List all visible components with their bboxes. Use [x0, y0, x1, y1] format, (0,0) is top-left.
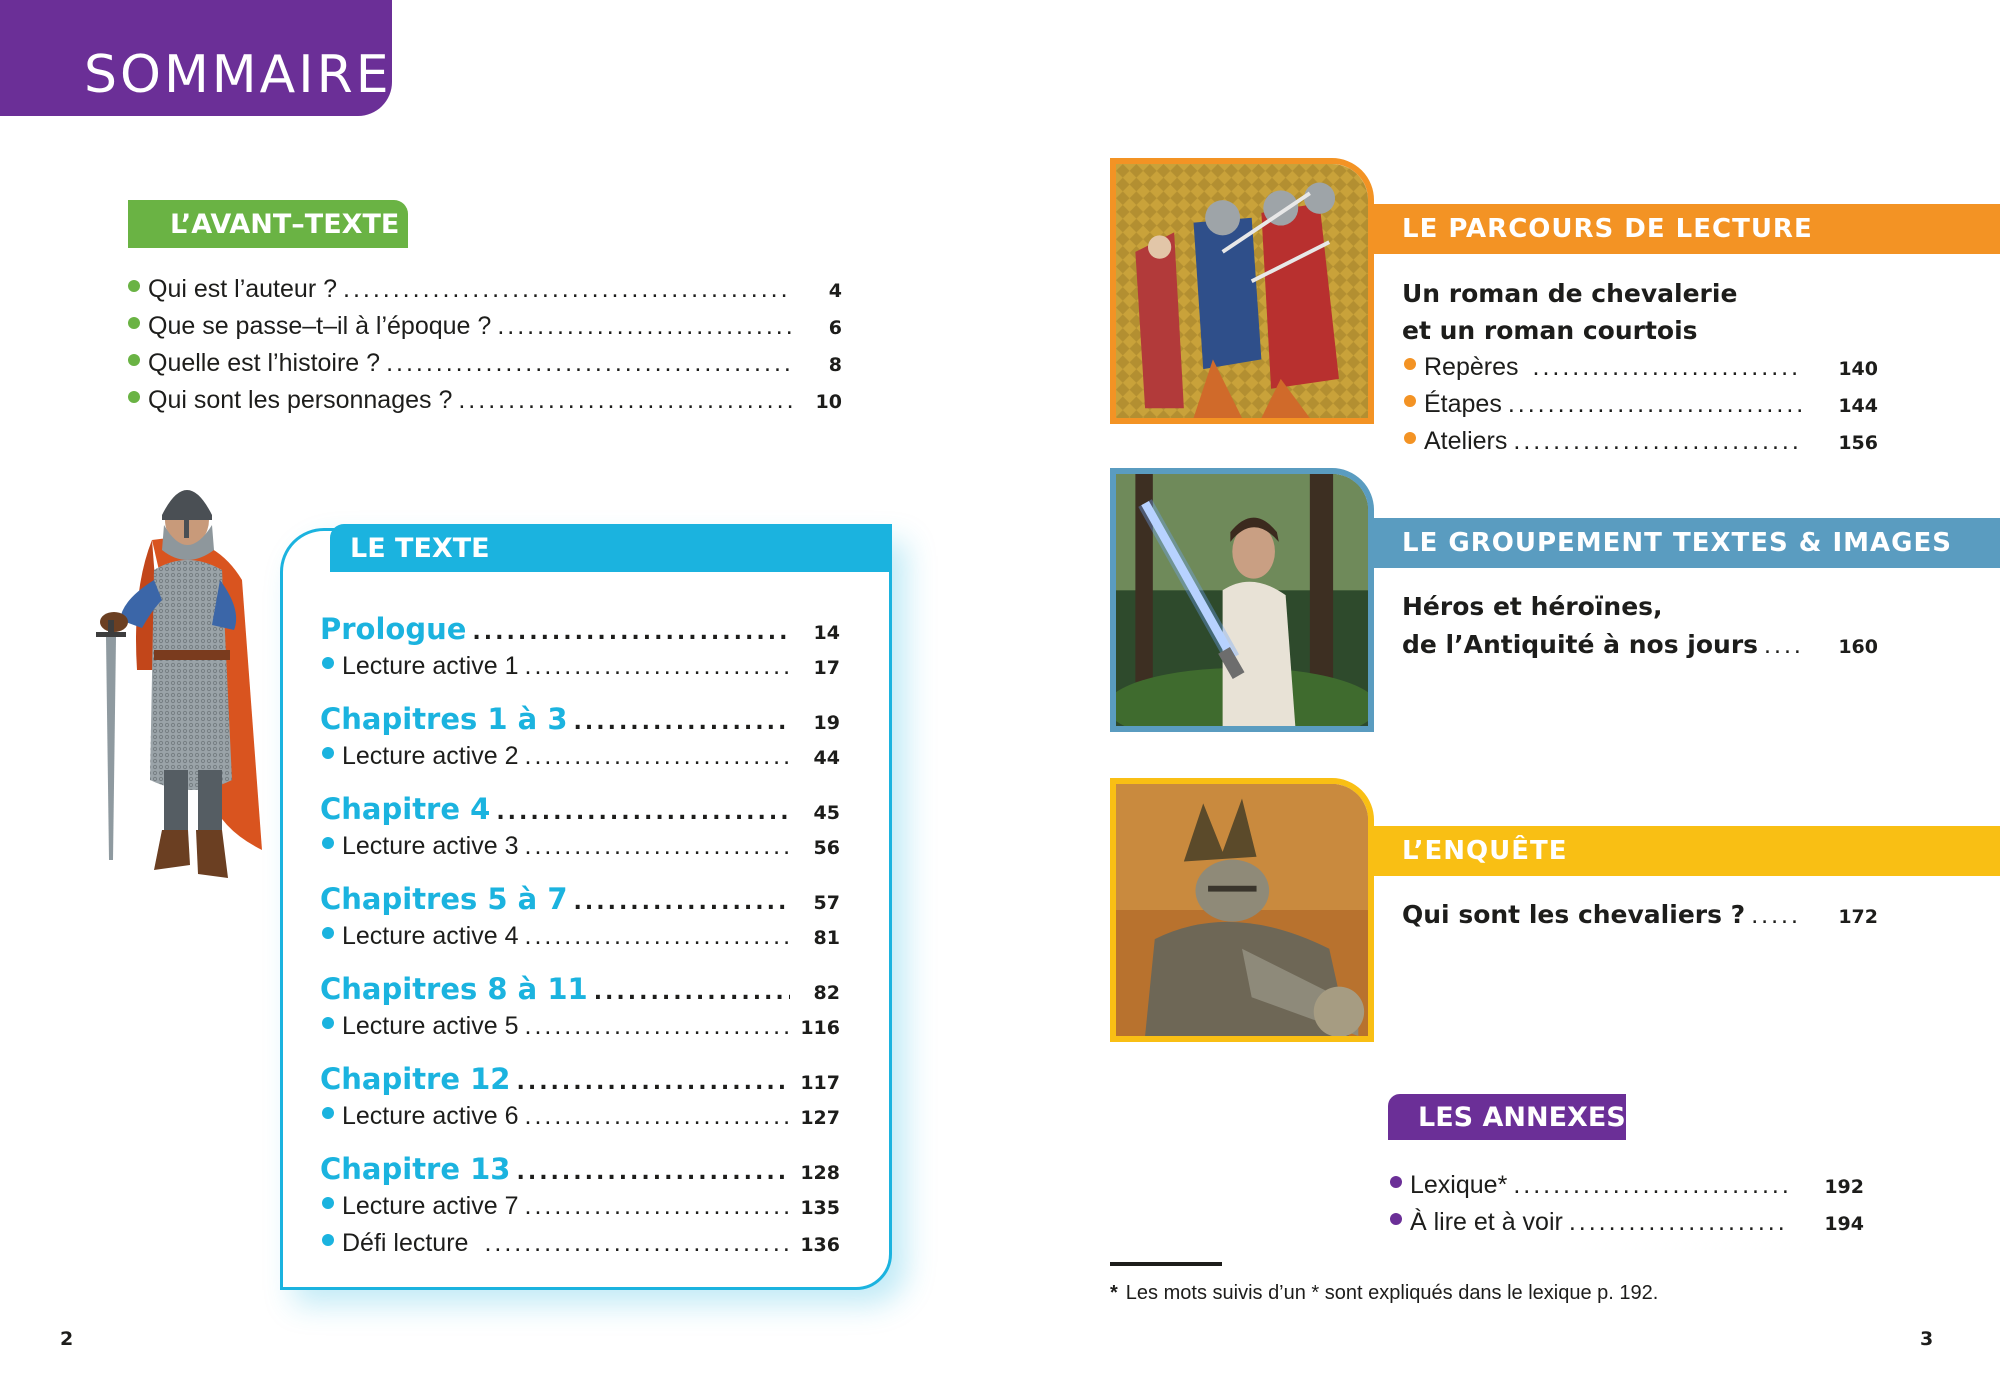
parcours-heading-line1: Un roman de chevalerie: [1402, 279, 1738, 308]
armored-knight-image: [1110, 778, 1374, 1042]
bullet-icon: [128, 317, 140, 329]
leader-dots: [574, 890, 790, 915]
leader-dots: [516, 1160, 790, 1185]
groupement-band: [1374, 518, 2000, 568]
enquete-band: [1374, 826, 2000, 876]
toc-item[interactable]: Quelle est l’histoire ? ..... 8: [128, 349, 842, 378]
bullet-icon: [322, 1234, 334, 1246]
bullet-icon: [322, 747, 334, 759]
bullet-icon: [1390, 1176, 1402, 1188]
chapter-entry[interactable]: Chapitres 8 à 11 ..... 82: [320, 972, 840, 1006]
footnote-rule: [1110, 1262, 1222, 1266]
parcours-heading-line2: et un roman courtois: [1402, 316, 1698, 345]
leader-dots: [1513, 427, 1802, 456]
parcours-item[interactable]: Ateliers ..... 156: [1404, 427, 1878, 456]
bullet-icon: [1390, 1213, 1402, 1225]
groupement-title: LE GROUPEMENT TEXTES & IMAGES: [1402, 528, 1952, 558]
bullet-icon: [128, 280, 140, 292]
leader-dots: [525, 652, 791, 681]
leader-dots: [496, 800, 790, 825]
bullet-icon: [322, 657, 334, 669]
chapter-entry[interactable]: Chapitre 4 ..... 45: [320, 792, 840, 826]
le-texte-title: LE TEXTE: [350, 533, 490, 564]
chapter-entry[interactable]: Chapitres 5 à 7 ..... 57: [320, 882, 840, 916]
annexes-item[interactable]: À lire et à voir ..... 194: [1390, 1208, 1864, 1237]
leader-dots: [343, 275, 792, 304]
sub-entry[interactable]: Lecture active 4 ..... 81: [322, 922, 840, 951]
bullet-icon: [1404, 395, 1416, 407]
annexes-title: LES ANNEXES: [1418, 1102, 1626, 1133]
heroine-lightsaber-image: [1110, 468, 1374, 732]
sub-entry[interactable]: Défi lecture ..... 136: [322, 1229, 840, 1258]
page-number-left: 2: [60, 1328, 74, 1350]
bullet-icon: [1404, 358, 1416, 370]
sub-entry[interactable]: Lecture active 2 ..... 44: [322, 742, 840, 771]
le-texte-tag: [330, 524, 892, 572]
bullet-icon: [322, 927, 334, 939]
bullet-icon: [322, 1197, 334, 1209]
leader-dots: [525, 1102, 791, 1131]
annexes-tag: [1388, 1094, 1626, 1140]
parcours-title: LE PARCOURS DE LECTURE: [1402, 214, 1813, 244]
chapter-entry[interactable]: Chapitre 12 ..... 117: [320, 1062, 840, 1096]
knight-illustration: [92, 470, 272, 890]
leader-dots: [1513, 1171, 1788, 1200]
bullet-icon: [322, 1107, 334, 1119]
leader-dots: [497, 312, 792, 341]
enquete-title: L’ENQUÊTE: [1402, 836, 1568, 866]
chapter-entry[interactable]: Chapitre 13 ..... 128: [320, 1152, 840, 1186]
parcours-item[interactable]: Repères ..... 140: [1404, 353, 1878, 382]
bullet-icon: [322, 1017, 334, 1029]
sub-entry[interactable]: Lecture active 1 ..... 17: [322, 652, 840, 681]
page-number-right: 3: [1920, 1328, 1934, 1350]
footnote-text: Les mots suivis d’un * sont expliqués dans le lexique p. 192.: [1125, 1282, 1659, 1304]
leader-dots: [516, 1070, 790, 1095]
leader-dots: [472, 620, 790, 645]
sub-entry[interactable]: Lecture active 7 ..... 135: [322, 1192, 840, 1221]
leader-dots: [1508, 390, 1802, 419]
bullet-icon: [1404, 432, 1416, 444]
groupement-entry[interactable]: de l’Antiquité à nos jours ..... 160: [1402, 630, 1878, 660]
avant-texte-title: L’AVANT–TEXTE: [170, 209, 400, 240]
leader-dots: [1533, 353, 1803, 382]
chapter-entry[interactable]: Prologue ..... 14: [320, 612, 840, 646]
sub-entry[interactable]: Lecture active 5 ..... 116: [322, 1012, 840, 1041]
groupement-line1: Héros et héroïnes,: [1402, 592, 1663, 621]
toc-item[interactable]: Qui est l’auteur ? ..... 4: [128, 275, 842, 304]
leader-dots: [525, 1192, 791, 1221]
toc-item[interactable]: Que se passe–t–il à l’époque ? ..... 6: [128, 312, 842, 341]
leader-dots: [525, 922, 791, 951]
leader-dots: [594, 980, 790, 1005]
bullet-icon: [322, 837, 334, 849]
leader-dots: [525, 832, 791, 861]
leader-dots: [1764, 631, 1802, 660]
medieval-battle-image: [1110, 158, 1374, 424]
sub-entry[interactable]: Lecture active 3 ..... 56: [322, 832, 840, 861]
bullet-icon: [128, 354, 140, 366]
parcours-item[interactable]: Étapes ..... 144: [1404, 390, 1878, 419]
sommaire-banner: [0, 0, 392, 116]
leader-dots: [458, 386, 792, 415]
page-title: SOMMAIRE: [84, 45, 392, 105]
enquete-entry[interactable]: Qui sont les chevaliers ? ..... 172: [1402, 900, 1878, 930]
avant-texte-tag: [128, 200, 408, 248]
leader-dots: [1569, 1208, 1788, 1237]
footnote-mark: *: [1110, 1282, 1118, 1304]
leader-dots: [574, 710, 790, 735]
footnote: [1110, 1282, 1658, 1305]
leader-dots: [386, 349, 792, 378]
annexes-item[interactable]: Lexique* ..... 192: [1390, 1171, 1864, 1200]
bullet-icon: [128, 391, 140, 403]
chapter-entry[interactable]: Chapitres 1 à 3 ..... 19: [320, 702, 840, 736]
sub-entry[interactable]: Lecture active 6 ..... 127: [322, 1102, 840, 1131]
leader-dots: [484, 1229, 790, 1258]
toc-item[interactable]: Qui sont les personnages ? ..... 10: [128, 386, 842, 415]
leader-dots: [525, 742, 791, 771]
leader-dots: [1751, 901, 1802, 930]
leader-dots: [525, 1012, 791, 1041]
parcours-band: [1374, 204, 2000, 254]
